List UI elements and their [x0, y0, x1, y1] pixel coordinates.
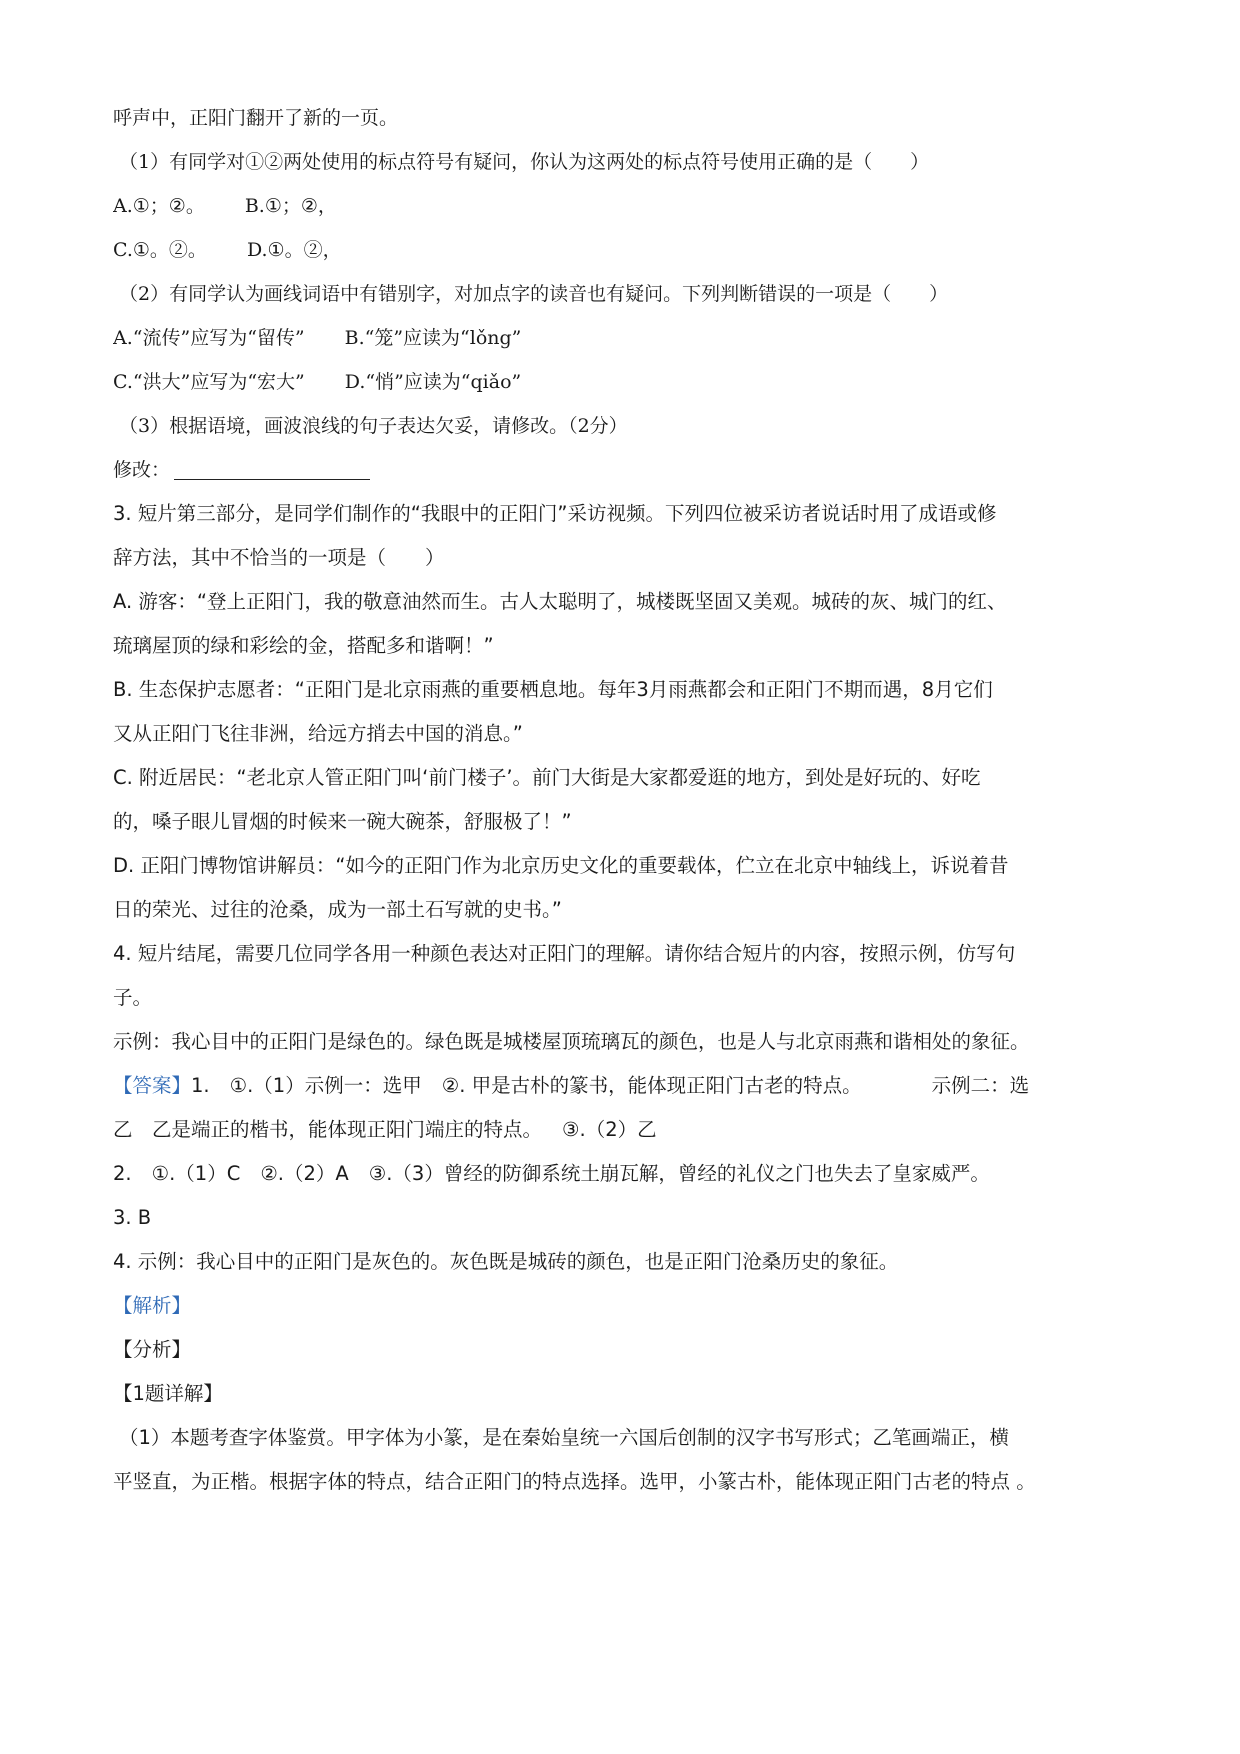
answer-1-line2: [113, 1108, 1123, 1152]
q2-sub3: （3）根据语境，画波浪线的句子表达欠妥，请修改。（2分）: [119, 415, 628, 437]
q4-line: 4. 短片结尾，需要几位同学各用一种颜色表达对正阳门的理解。请你结合短片的内容，按照示例，仿写句: [113, 942, 1016, 965]
q3-line: 琉璃屋顶的绿和彩绘的金，搭配多和谐啊！”: [113, 634, 494, 657]
q3-line: 的，嗓子眼儿冒烟的时候来一碗大碗茶，舒服极了！”: [113, 810, 572, 833]
answer-2: [113, 1152, 1123, 1196]
answer-2-part2: ②.（2）A: [260, 1162, 349, 1185]
analysis-tag: 【解析】: [113, 1294, 192, 1317]
answer-1-line1: [113, 1064, 1123, 1108]
answer-1-part1: ①.（1）示例一：选甲: [229, 1074, 422, 1097]
q2-sub2-options-row1: [113, 316, 1123, 360]
detail-line: 平竖直，为正楷。根据字体的特点，结合正阳门的特点选择。选甲，小篆古朴，能体现正阳门古老的特点 。: [113, 1470, 1036, 1493]
q3-line: 又从正阳门飞往非洲，给远方捎去中国的消息。”: [113, 722, 523, 745]
answer-tag: 【答案】: [113, 1074, 192, 1097]
detail-line: （1）本题考查字体鉴赏。甲字体为小篆，是在秦始皇统一六国后创制的汉字书写形式；乙笔画端正，横: [119, 1426, 1009, 1449]
revise-label: 修改：: [113, 459, 171, 481]
option-a: A.①；②。: [113, 195, 205, 217]
q3-line: 日的荣光、过往的沧桑，成为一部土石写就的史书。”: [113, 898, 562, 921]
answer-1-part4: ③.（2）乙: [562, 1118, 657, 1141]
option-d: D.“悄”应读为“qiǎo”: [344, 371, 522, 393]
q3-option-d: D. 正阳门博物馆讲解员：“如今的正阳门作为北京历史文化的重要载体，伫立在北京中轴线上，诉说着昔: [113, 854, 1009, 877]
analysis-fenxi: 【分析】: [113, 1338, 192, 1361]
q2-sub2: （2）有同学认为画线词语中有错别字，对加点字的读音也有疑问。下列判断错误的一项是（ ）: [119, 283, 949, 305]
revise-row: [113, 448, 1123, 492]
q2-sub1: （1）有同学对①②两处使用的标点符号有疑问，你认为这两处的标点符号使用正确的是（ ）: [119, 151, 930, 173]
answer-3: 3. B: [113, 1206, 152, 1229]
intro-tail: 呼声中，正阳门翻开了新的一页。: [113, 107, 399, 129]
revise-answer-blank: [174, 455, 370, 480]
answer-1-part2: ②. 甲是古朴的篆书，能体现正阳门古老的特点。: [441, 1074, 862, 1097]
answer-2-num: 2.: [113, 1162, 132, 1185]
answer-1-part3: 示例二：选: [931, 1074, 1030, 1097]
answer-4: 4. 示例：我心目中的正阳门是灰色的。灰色既是城砖的颜色，也是正阳门沧桑历史的象征。: [113, 1250, 899, 1273]
q4-example: 示例：我心目中的正阳门是绿色的。绿色既是城楼屋顶琉璃瓦的颜色，也是人与北京雨燕和谐相处的象征。: [113, 1030, 1030, 1053]
option-c: C.“洪大”应写为“宏大”: [113, 371, 305, 393]
q3-option-b: B. 生态保护志愿者：“正阳门是北京雨燕的重要栖息地。每年3月雨燕都会和正阳门不期而遇，8月它们: [113, 678, 993, 701]
q3-option-a: A. 游客：“登上正阳门，我的敬意油然而生。古人太聪明了，城楼既坚固又美观。城砖的灰、城门的红、: [113, 590, 1007, 613]
q2-sub1-options-row2: [113, 228, 1123, 272]
option-c: C.①。②。: [113, 239, 207, 261]
answer-1-cont: 乙 乙是端正的楷书，能体现正阳门端庄的特点。: [113, 1118, 543, 1141]
q2-sub1-options-row1: [113, 184, 1123, 228]
answer-2-part1: ①.（1）C: [151, 1162, 241, 1185]
option-b: B.①；②，: [244, 195, 337, 217]
answer-2-part3: ③.（3）曾经的防御系统土崩瓦解，曾经的礼仪之门也失去了皇家威严。: [368, 1162, 990, 1185]
option-b: B.“笼”应读为“lǒng”: [344, 327, 522, 349]
q4-line: 子。: [113, 986, 153, 1009]
q3-line: 辞方法，其中不恰当的一项是（ ）: [113, 546, 445, 569]
option-d: D.①。②，: [246, 239, 342, 261]
answer-1-num: 1.: [191, 1074, 210, 1097]
document-page: [113, 96, 1123, 1504]
detail-title: 【1题详解】: [113, 1382, 223, 1405]
q3-option-c: C. 附近居民：“老北京人管正阳门叫‘前门楼子’。前门大街是大家都爱逛的地方，到处是好玩的、好吃: [113, 766, 981, 789]
option-a: A.“流传”应写为“留传”: [113, 327, 305, 349]
q3-line: 3. 短片第三部分，是同学们制作的“我眼中的正阳门”采访视频。下列四位被采访者说话时用了成语或修: [113, 502, 997, 525]
q2-sub2-options-row2: [113, 360, 1123, 404]
